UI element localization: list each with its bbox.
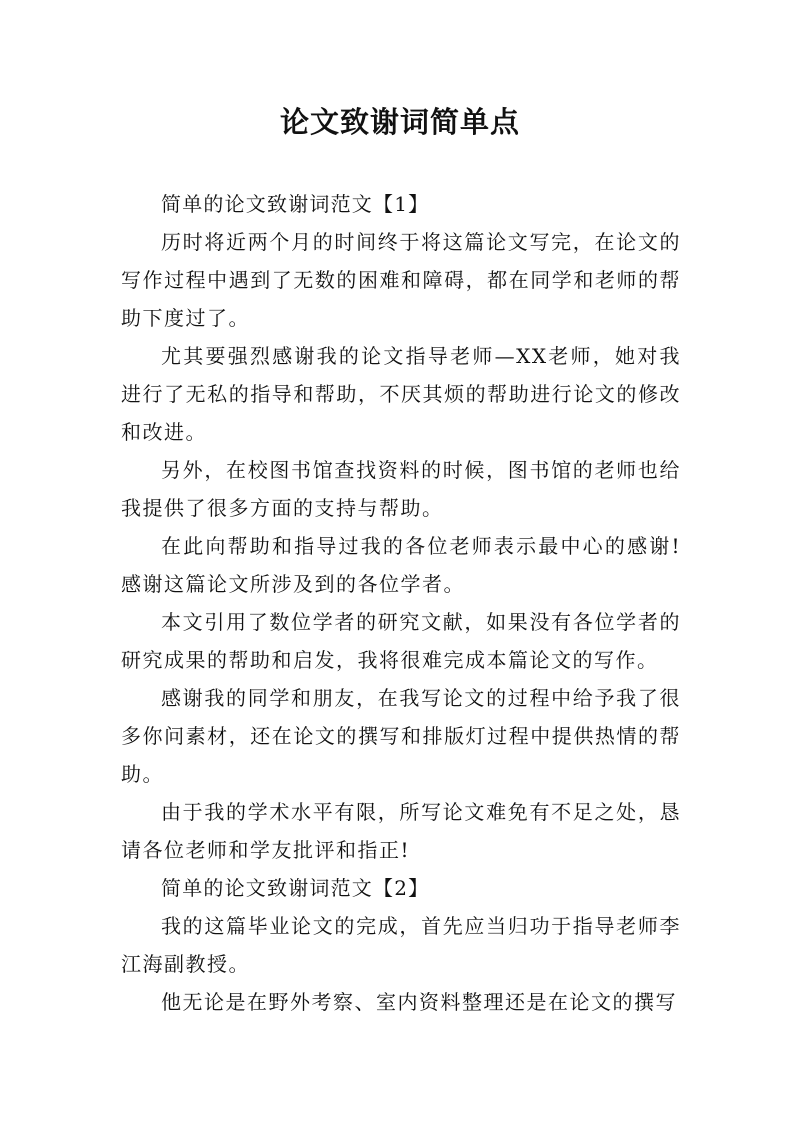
section-heading-1: 简单的论文致谢词范文【1】 bbox=[161, 192, 430, 216]
paragraph: 感谢我的同学和朋友，在我写论文的过程中给予我了很多你问素材，还在论文的撰写和排版灯过程中提供热情的帮助。 bbox=[121, 686, 681, 786]
document-body bbox=[121, 185, 681, 1021]
document-title: 论文致谢词简单点 bbox=[279, 105, 520, 139]
paragraph: 在此向帮助和指导过我的各位老师表示最中心的感谢!感谢这篇论文所涉及到的各位学者。 bbox=[121, 534, 681, 596]
paragraph: 本文引用了数位学者的研究文献，如果没有各位学者的研究成果的帮助和启发，我将很难完成本篇论文的写作。 bbox=[121, 610, 681, 672]
paragraph: 尤其要强烈感谢我的论文指导老师—XX老师，她对我进行了无私的指导和帮助，不厌其烦的帮助进行论文的修改和改进。 bbox=[121, 344, 681, 444]
paragraph: 历时将近两个月的时间终于将这篇论文写完，在论文的写作过程中遇到了无数的困难和障碍，都在同学和老师的帮助下度过了。 bbox=[121, 230, 681, 330]
paragraph: 我的这篇毕业论文的完成，首先应当归功于指导老师李江海副教授。 bbox=[121, 914, 681, 976]
paragraph: 另外，在校图书馆查找资料的时候，图书馆的老师也给我提供了很多方面的支持与帮助。 bbox=[121, 458, 681, 520]
section-heading-2: 简单的论文致谢词范文【2】 bbox=[161, 876, 430, 900]
paragraph: 他无论是在野外考察、室内资料整理还是在论文的撰写 bbox=[161, 990, 677, 1014]
paragraph: 由于我的学术水平有限，所写论文难免有不足之处，恳请各位老师和学友批评和指正! bbox=[121, 800, 681, 862]
